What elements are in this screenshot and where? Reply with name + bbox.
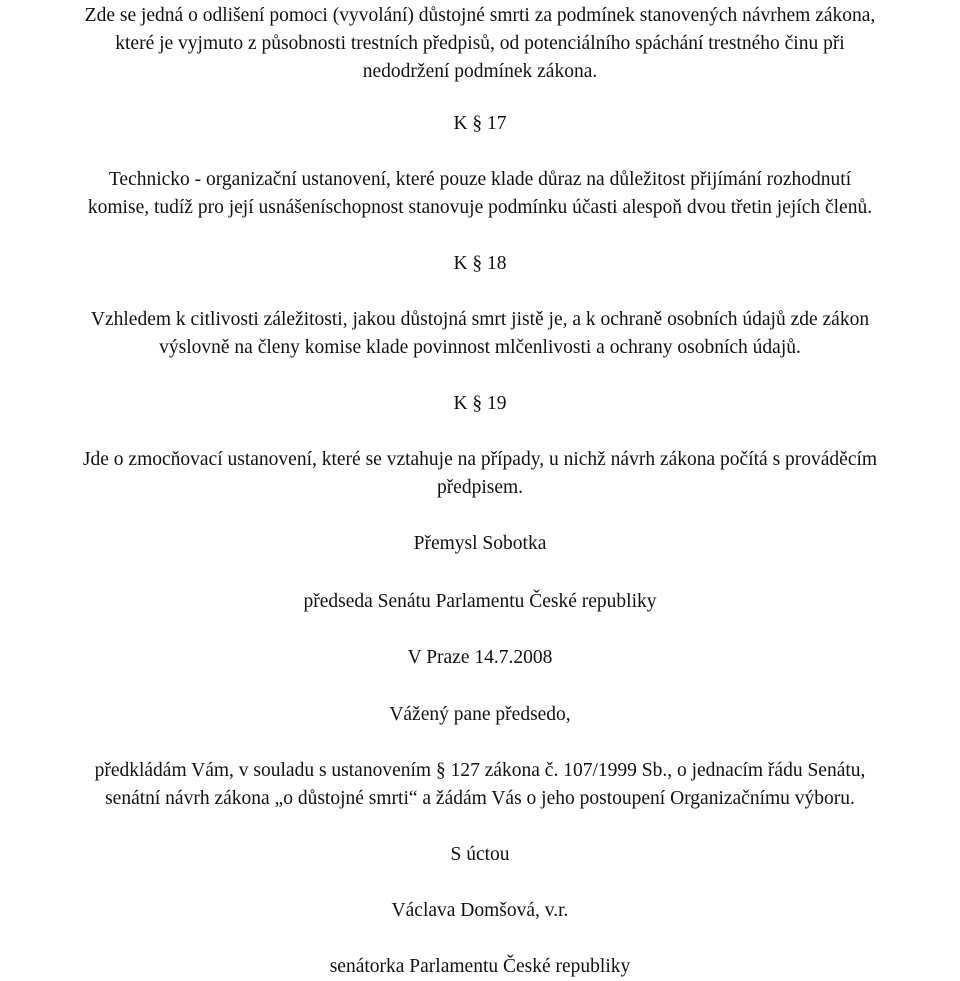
section-heading-19: K § 19	[453, 393, 507, 414]
section-17-line-2: komise, tudíž pro její usnášeníschopnost stanovuje podmínku účasti alespoň dvou třetin jejích členů.	[87, 197, 873, 218]
signature-name: Přemysl Sobotka	[413, 533, 547, 554]
intro-line-2: které je vyjmuto z působnosti trestních předpisů, od potenciálního spáchání trestného činu při	[115, 33, 845, 54]
letter-place-date: V Praze 14.7.2008	[407, 647, 553, 668]
section-19-line-2: předpisem.	[436, 477, 524, 498]
section-18-line-1: Vzhledem k citlivosti záležitosti, jakou důstojná smrt jistě je, a k ochraně osobních údajů zde zákon	[90, 309, 870, 330]
section-17-line-1: Technicko - organizační ustanovení, které pouze klade důraz na důležitost přijímání rozhodnutí	[108, 169, 852, 190]
section-19-line-1: Jde o zmocňovací ustanovení, které se vztahuje na případy, u nichž návrh zákona počítá s prováděcím	[82, 449, 878, 470]
section-heading-18: K § 18	[453, 253, 507, 274]
section-heading-17: K § 17	[453, 113, 507, 134]
intro-line-1: Zde se jedná o odlišení pomoci (vyvolání) důstojné smrti za podmínek stanovených návrhem zákona,	[84, 5, 876, 26]
section-18-line-2: výslovně na členy komise klade povinnost mlčenlivosti a ochrany osobních údajů.	[159, 337, 801, 358]
intro-line-3: nedodržení podmínek zákona.	[362, 61, 598, 82]
signature-title: předseda Senátu Parlamentu České republiky	[303, 591, 657, 612]
letter-signer-title: senátorka Parlamentu České republiky	[329, 956, 631, 977]
letter-body-line-2: senátní návrh zákona „o důstojné smrti“ a žádám Vás o jeho postoupení Organizačnímu výboru.	[105, 788, 855, 809]
letter-salutation: Vážený pane předsedo,	[389, 704, 571, 725]
letter-body-line-1: předkládám Vám, v souladu s ustanovením § 127 zákona č. 107/1999 Sb., o jednacím řádu Senátu,	[94, 760, 866, 781]
letter-signer-name: Václava Domšová, v.r.	[391, 900, 569, 921]
letter-closing: S úctou	[450, 844, 510, 865]
